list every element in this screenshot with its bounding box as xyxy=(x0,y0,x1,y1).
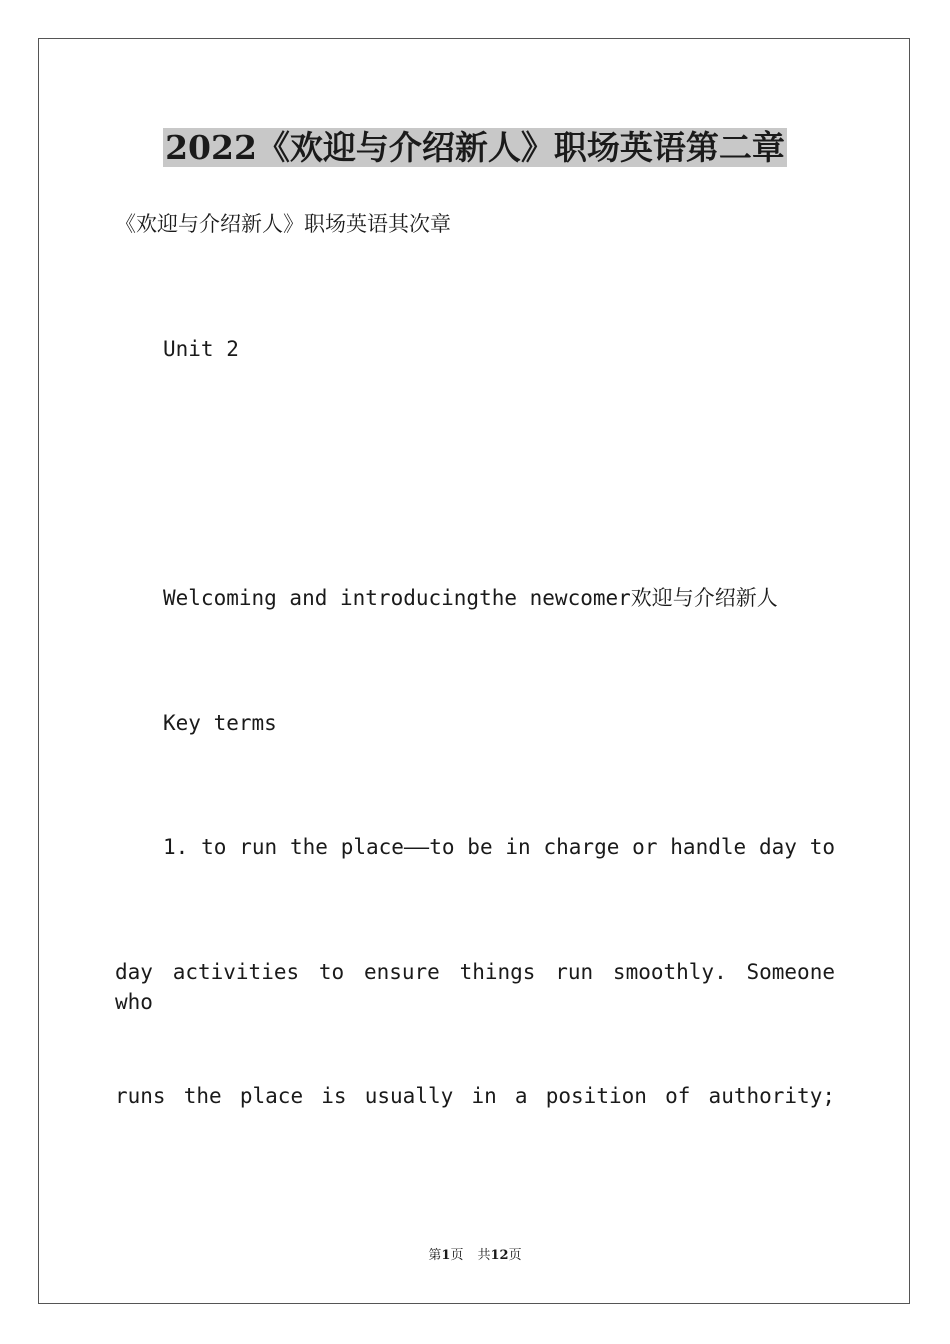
footer-total-pages: 12 xyxy=(490,1248,509,1263)
footer-total-suffix: 页 xyxy=(508,1248,522,1263)
document-subtitle: 《欢迎与介绍新人》职场英语其次章 xyxy=(115,212,451,236)
paragraph-line: day activities to ensure things run smoothly. Someone who xyxy=(115,960,835,1014)
footer-page-suffix: 页 xyxy=(450,1248,464,1263)
key-terms-heading: Key terms xyxy=(163,711,277,735)
paragraph-line: runs the place is usually in a position of authority; xyxy=(115,1084,835,1108)
footer-page-prefix: 第 xyxy=(428,1248,442,1263)
document-title-text: 2022《欢迎与介绍新人》职场英语第二章 xyxy=(165,128,785,167)
page-footer xyxy=(0,1246,950,1266)
section-heading: Welcoming and introducingthe newcomer欢迎与介绍新人 xyxy=(163,586,778,610)
footer-page-number: 1 xyxy=(441,1248,451,1263)
footer-total-prefix: 共 xyxy=(477,1248,491,1263)
unit-label: Unit 2 xyxy=(163,337,239,361)
document-title xyxy=(0,126,950,170)
paragraph-line: 1. to run the place——to be in charge or handle day to xyxy=(163,835,835,859)
